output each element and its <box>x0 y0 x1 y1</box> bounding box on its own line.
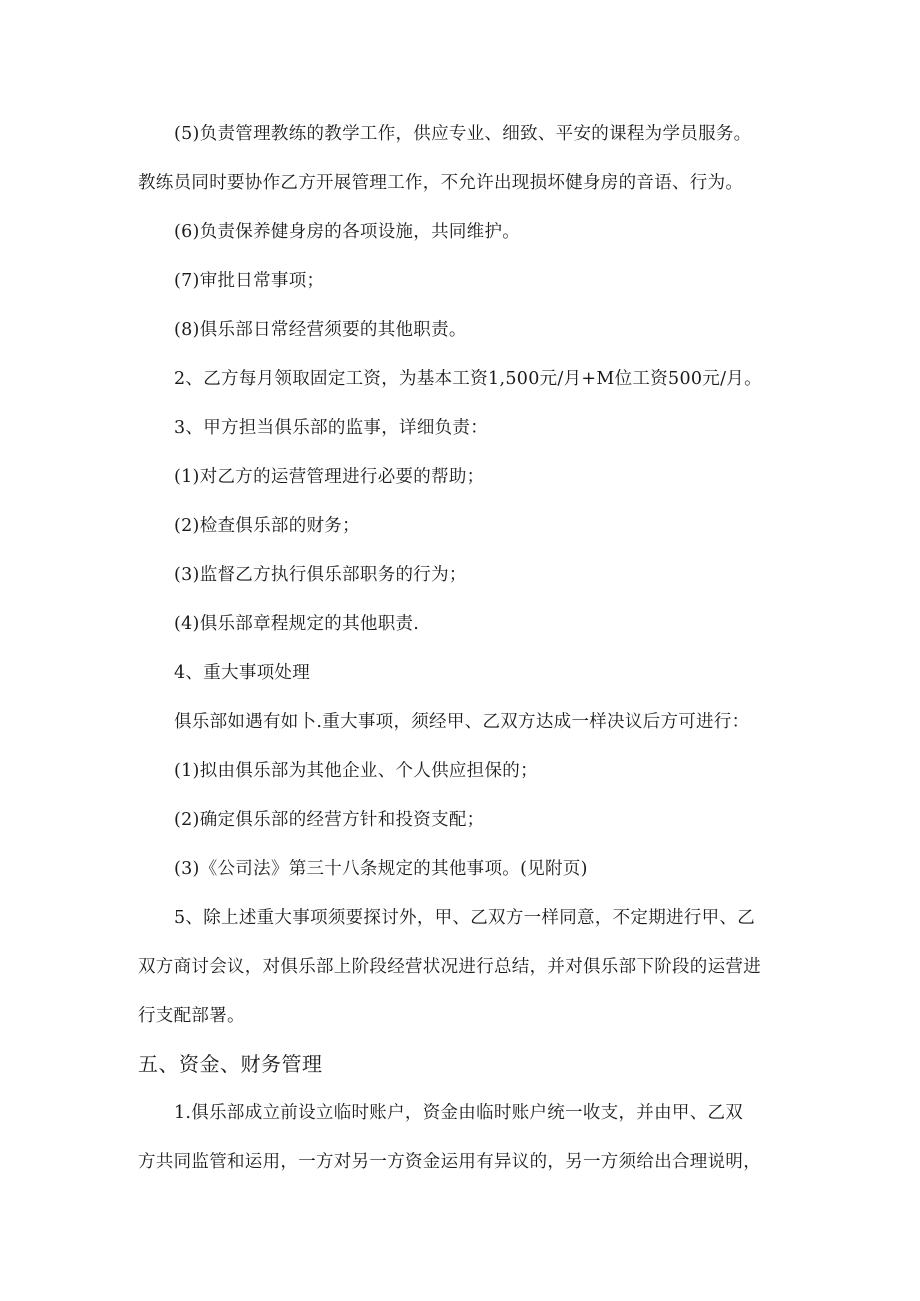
section-heading: 五、资金、财务管理 <box>138 1052 323 1076</box>
paragraph-line: 2、乙方每月领取固定工资，为基本工资1,500元/月+M位工资500元/月。 <box>174 369 762 389</box>
paragraph-line: 行支配部署。 <box>138 1006 245 1026</box>
paragraph-line: 教练员同时要协作乙方开展管理工作，不允许出现损坏健身房的音语、行为。 <box>138 173 744 193</box>
paragraph-line: (1)拟由俱乐部为其他企业、个人供应担保的； <box>174 761 538 781</box>
paragraph-line: 1.俱乐部成立前设立临时账户，资金由临时账户统一收支，并由甲、乙双 <box>174 1103 744 1123</box>
paragraph-line: 5、除上述重大事项须要探讨外，甲、乙双方一样同意，不定期进行甲、乙 <box>174 908 756 928</box>
paragraph-line: 方共同监管和运用，一方对另一方资金运用有异议的，另一方须给出合理说明， <box>138 1152 761 1172</box>
paragraph-line: 俱乐部如遇有如卜.重大事项，须经甲、乙双方达成一样决议后方可进行： <box>174 712 750 732</box>
paragraph-line: (5)负责管理教练的教学工作，供应专业、细致、平安的课程为学员服务。 <box>174 124 752 144</box>
paragraph-line: 3、甲方担当俱乐部的监事，详细负责： <box>174 418 489 438</box>
paragraph-line: (3)监督乙方执行俱乐部职务的行为； <box>174 565 467 585</box>
paragraph-line: (6)负责保养健身房的各项设施，共同维护。 <box>174 222 521 242</box>
paragraph-line: (7)审批日常事项； <box>174 271 325 291</box>
paragraph-line: (8)俱乐部日常经营须要的其他职责。 <box>174 320 467 340</box>
paragraph-line: (1)对乙方的运营管理进行必要的帮助； <box>174 467 485 487</box>
paragraph-line: 双方商讨会议，对俱乐部上阶段经营状况进行总结，并对俱乐部下阶段的运营进 <box>138 957 761 977</box>
paragraph-line: (2)检查俱乐部的财务； <box>174 516 360 536</box>
paragraph-line: (2)确定俱乐部的经营方针和投资支配； <box>174 810 485 830</box>
paragraph-line: (3)《公司法》第三十八条规定的其他事项。(见附页) <box>174 859 588 879</box>
paragraph-line: 4、重大事项处理 <box>174 663 311 683</box>
paragraph-line: (4)俱乐部章程规定的其他职责. <box>174 614 420 634</box>
